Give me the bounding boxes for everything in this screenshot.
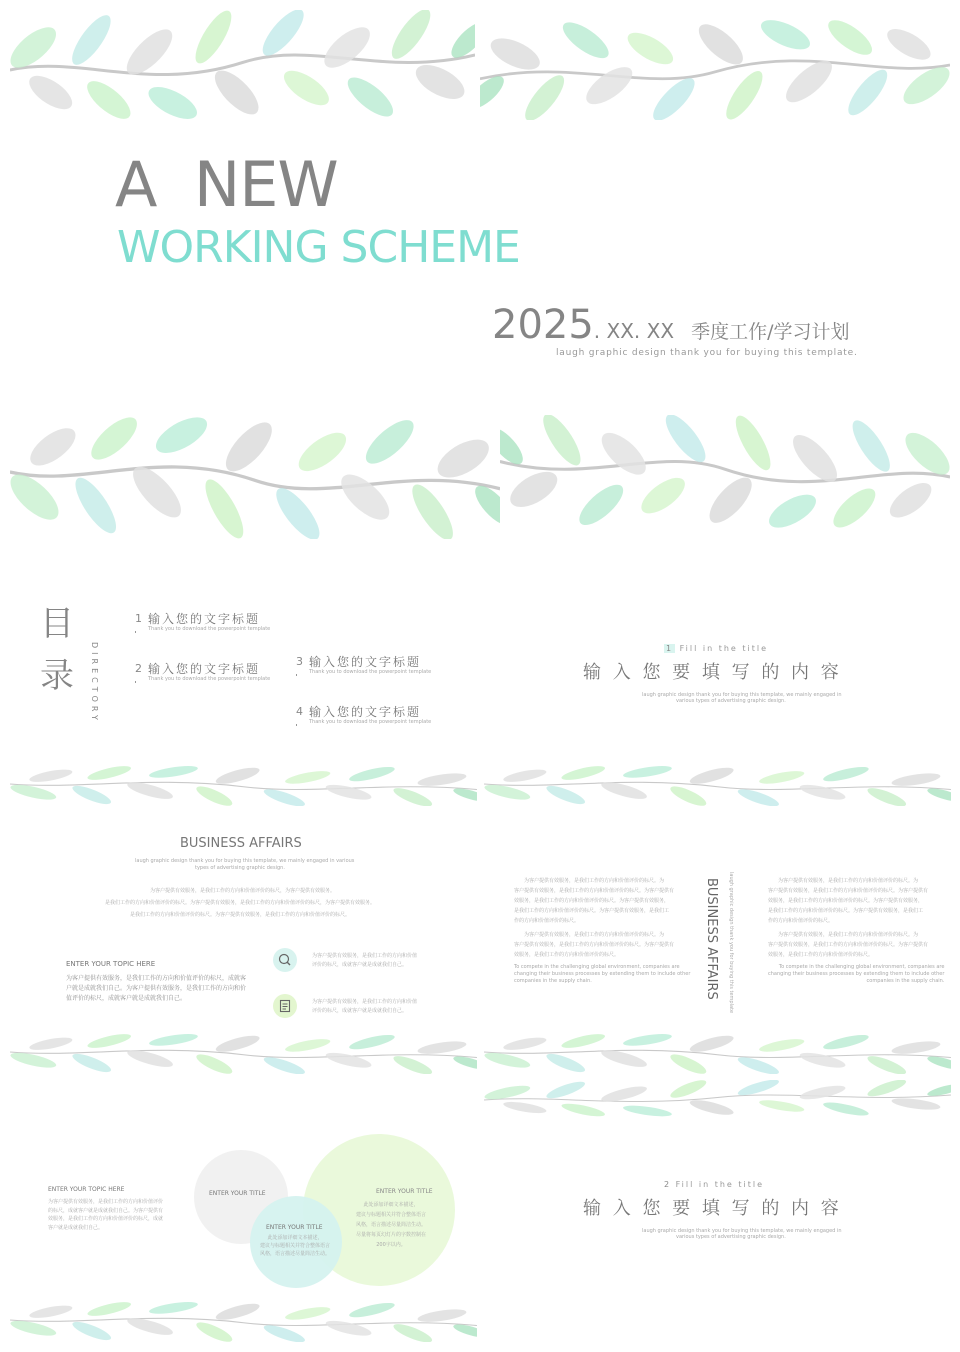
section-title: 输 入 您 要 填 写 的 内 容 (583, 1198, 842, 1219)
topic-heading: ENTER YOUR TOPIC HERE (66, 960, 156, 968)
topic-heading: ENTER YOUR TOPIC HERE (48, 1186, 125, 1193)
directory-item-3[interactable]: 3 输入您的文字标题 Thank you to download the powerpoint template (296, 655, 432, 675)
gray-circle-title: ENTER YOUR TITLE (209, 1190, 266, 1197)
bottom-right-leaf-branch (500, 415, 950, 539)
date-rest: . XX. XX (593, 319, 675, 343)
top-leaf-branch (484, 1080, 951, 1120)
business-columns-slide (484, 812, 951, 1074)
mint-circle-title: ENTER YOUR TITLE (266, 1224, 323, 1231)
mint-circle-text: 此处添加详细文本描述， 建议与标题相关并符合整体语言 风格，语言描述尽量简洁生动。 (260, 1235, 331, 1257)
section-fill-label: Fill in the title (675, 1180, 765, 1189)
section-2-slide (484, 1080, 951, 1342)
right-column: 为客户提供有效服务，是我们工作的方向和价值评价的标尺。为 客户提供有效服务，是我们工作的方向和价值评价的标尺。为客户提供有 效服务，是我们工作的方向和价值评价的标尺。为客户提供有效服务， 是我们工作的方向和价值评价的标尺。为客户提供有效服务，是我们工 作的方向和价值评价的标尺。 为客户提供有效服务，是我们工作的方向和价值评价的标尺。为 客户提供有效服务，是我们工作的方向和价值评价的标尺。为客户提供有 效服务，是我们工作的方向和价值评价的标尺。 To compete in the challenging global environment, companies are changing their business processes by extending them to include other companies in the supply chain. (768, 878, 945, 984)
section-fill-label: Fill in the title (679, 644, 769, 653)
slide-heading: BUSINESS AFFAIRS (180, 836, 302, 851)
bottom-leaf-branch (10, 762, 477, 806)
tagline: laugh graphic design thank you for buying this template. (556, 348, 858, 358)
left-column: 为客户提供有效服务，是我们工作的方向和价值评价的标尺。为 客户提供有效服务，是我们工作的方向和价值评价的标尺。为客户提供有 效服务，是我们工作的方向和价值评价的标尺。为客户提供有效服务， 是我们工作的方向和价值评价的标尺。为客户提供有效服务，是我们工 作的方向和价值评价的标尺。 为客户提供有效服务，是我们工作的方向和价值评价的标尺。为 客户提供有效服务，是我们工作的方向和价值评价的标尺。为客户提供有 效服务，是我们工作的方向和价值评价的标尺。 To compete in the challenging global environment, companies are changing their business processes by extending them to include other companies in the supply chain. (514, 878, 691, 984)
section-desc-1: laugh graphic design thank you for buying this template, we mainly engaged in (642, 692, 842, 698)
bottom-left-leaf-branch (10, 405, 500, 539)
document-icon (273, 994, 297, 1018)
section-1-slide (484, 548, 951, 806)
icon-item-1-text: 为客户提供有效服务，是我们工作的方向和价值 评价的标尺，成就客户就是成就我们自己。 (312, 953, 418, 968)
directory-char-2: 录 (40, 656, 74, 696)
paragraph-line-2: 是我们工作的方向和价值评价的标尺。为客户提供有效服务，是我们工作的方向和价值评价的标尺，为客户提供有效服务。 (105, 900, 376, 906)
directory-item-4[interactable]: 4 输入您的文字标题 Thank you to download the powerpoint template (296, 705, 432, 725)
title-line-1: A NEW (115, 148, 338, 221)
bottom-leaf-branch (484, 1030, 951, 1074)
section-title: 输 入 您 要 填 写 的 内 容 (583, 662, 842, 683)
directory-vertical-label: DIRECTORY (90, 642, 99, 724)
section-desc-1: laugh graphic design thank you for buying this template, we mainly engaged in (642, 1228, 842, 1234)
section-desc-2: various types of advertising graphic design. (676, 698, 786, 704)
year: 2025 (492, 302, 594, 348)
search-icon (273, 948, 297, 972)
topic-text: 为客户提供有效服务，是我们工作的方向和价值评价 的标尺，成就客户就是成就我们自己。为客户提供有 效服务，是我们工作的方向和价值评价的标尺，成就 客户就是成就我们自己。 (48, 1199, 164, 1231)
bottom-leaf-branch (10, 1030, 477, 1074)
top-left-leaf-branch (10, 10, 475, 130)
directory-slide (10, 548, 477, 806)
vertical-subtitle: laugh graphic design thank you for buying this template (728, 872, 734, 1014)
title-line-2: WORKING SCHEME (117, 222, 520, 273)
directory-char-1: 目 (40, 604, 74, 644)
directory-item-1[interactable]: 1 输入您的文字标题 Thank you to download the powerpoint template (135, 612, 271, 632)
section-number: 2 (664, 1180, 672, 1189)
date-line (492, 302, 850, 348)
section-number: 1 (666, 644, 674, 653)
circles-slide (10, 1080, 477, 1342)
top-right-leaf-branch (480, 10, 950, 120)
cover-slide (10, 10, 950, 539)
icon-item-2-text: 为客户提供有效服务，是我们工作的方向和价值 评价的标尺，成就客户就是成就我们自己。 (312, 999, 418, 1014)
section-number-line (664, 644, 768, 653)
intro-line-2: types of advertising graphic design. (195, 865, 285, 871)
bottom-leaf-branch (484, 762, 951, 806)
topic-text: 为客户提供有效服务，是我们工作的方向和价值评价的标尺，成就客 户就是成就我们自己。为客户提供有效服务，是我们工作的方向和价 值评价的标尺，成就客户就是成就我们自己。 (66, 975, 247, 1002)
bottom-leaf-branch (10, 1298, 477, 1342)
green-circle-title: ENTER YOUR TITLE (376, 1188, 433, 1195)
intro-line-1: laugh graphic design thank you for buying this template, we mainly engaged in various (135, 858, 355, 864)
paragraph-line-1: 为客户提供有效服务，是我们工作的方向和价值评价的标尺，为客户提供有效服务。 (150, 888, 336, 894)
vertical-heading: BUSINESS AFFAIRS (704, 878, 719, 1000)
paragraph-line-3: 是我们工作的方向和价值评价的标尺。为客户提供有效服务，是我们工作的方向和价值评价的标尺。 (130, 912, 351, 918)
section-desc-2: various types of advertising graphic design. (676, 1234, 786, 1240)
directory-item-2[interactable]: 2 输入您的文字标题 Thank you to download the powerpoint template (135, 662, 271, 682)
subtitle-cn: 季度工作/学习计划 (691, 321, 850, 343)
section-number-line (664, 1180, 764, 1189)
green-circle-text: 此处添加详细文本描述， 建议与标题相关并符合整体语言 风格，语言描述尽量简洁生动。 尽量将每页幻灯片的字数控制在 200字以内。 (356, 1202, 427, 1248)
business-affairs-slide (10, 812, 477, 1074)
